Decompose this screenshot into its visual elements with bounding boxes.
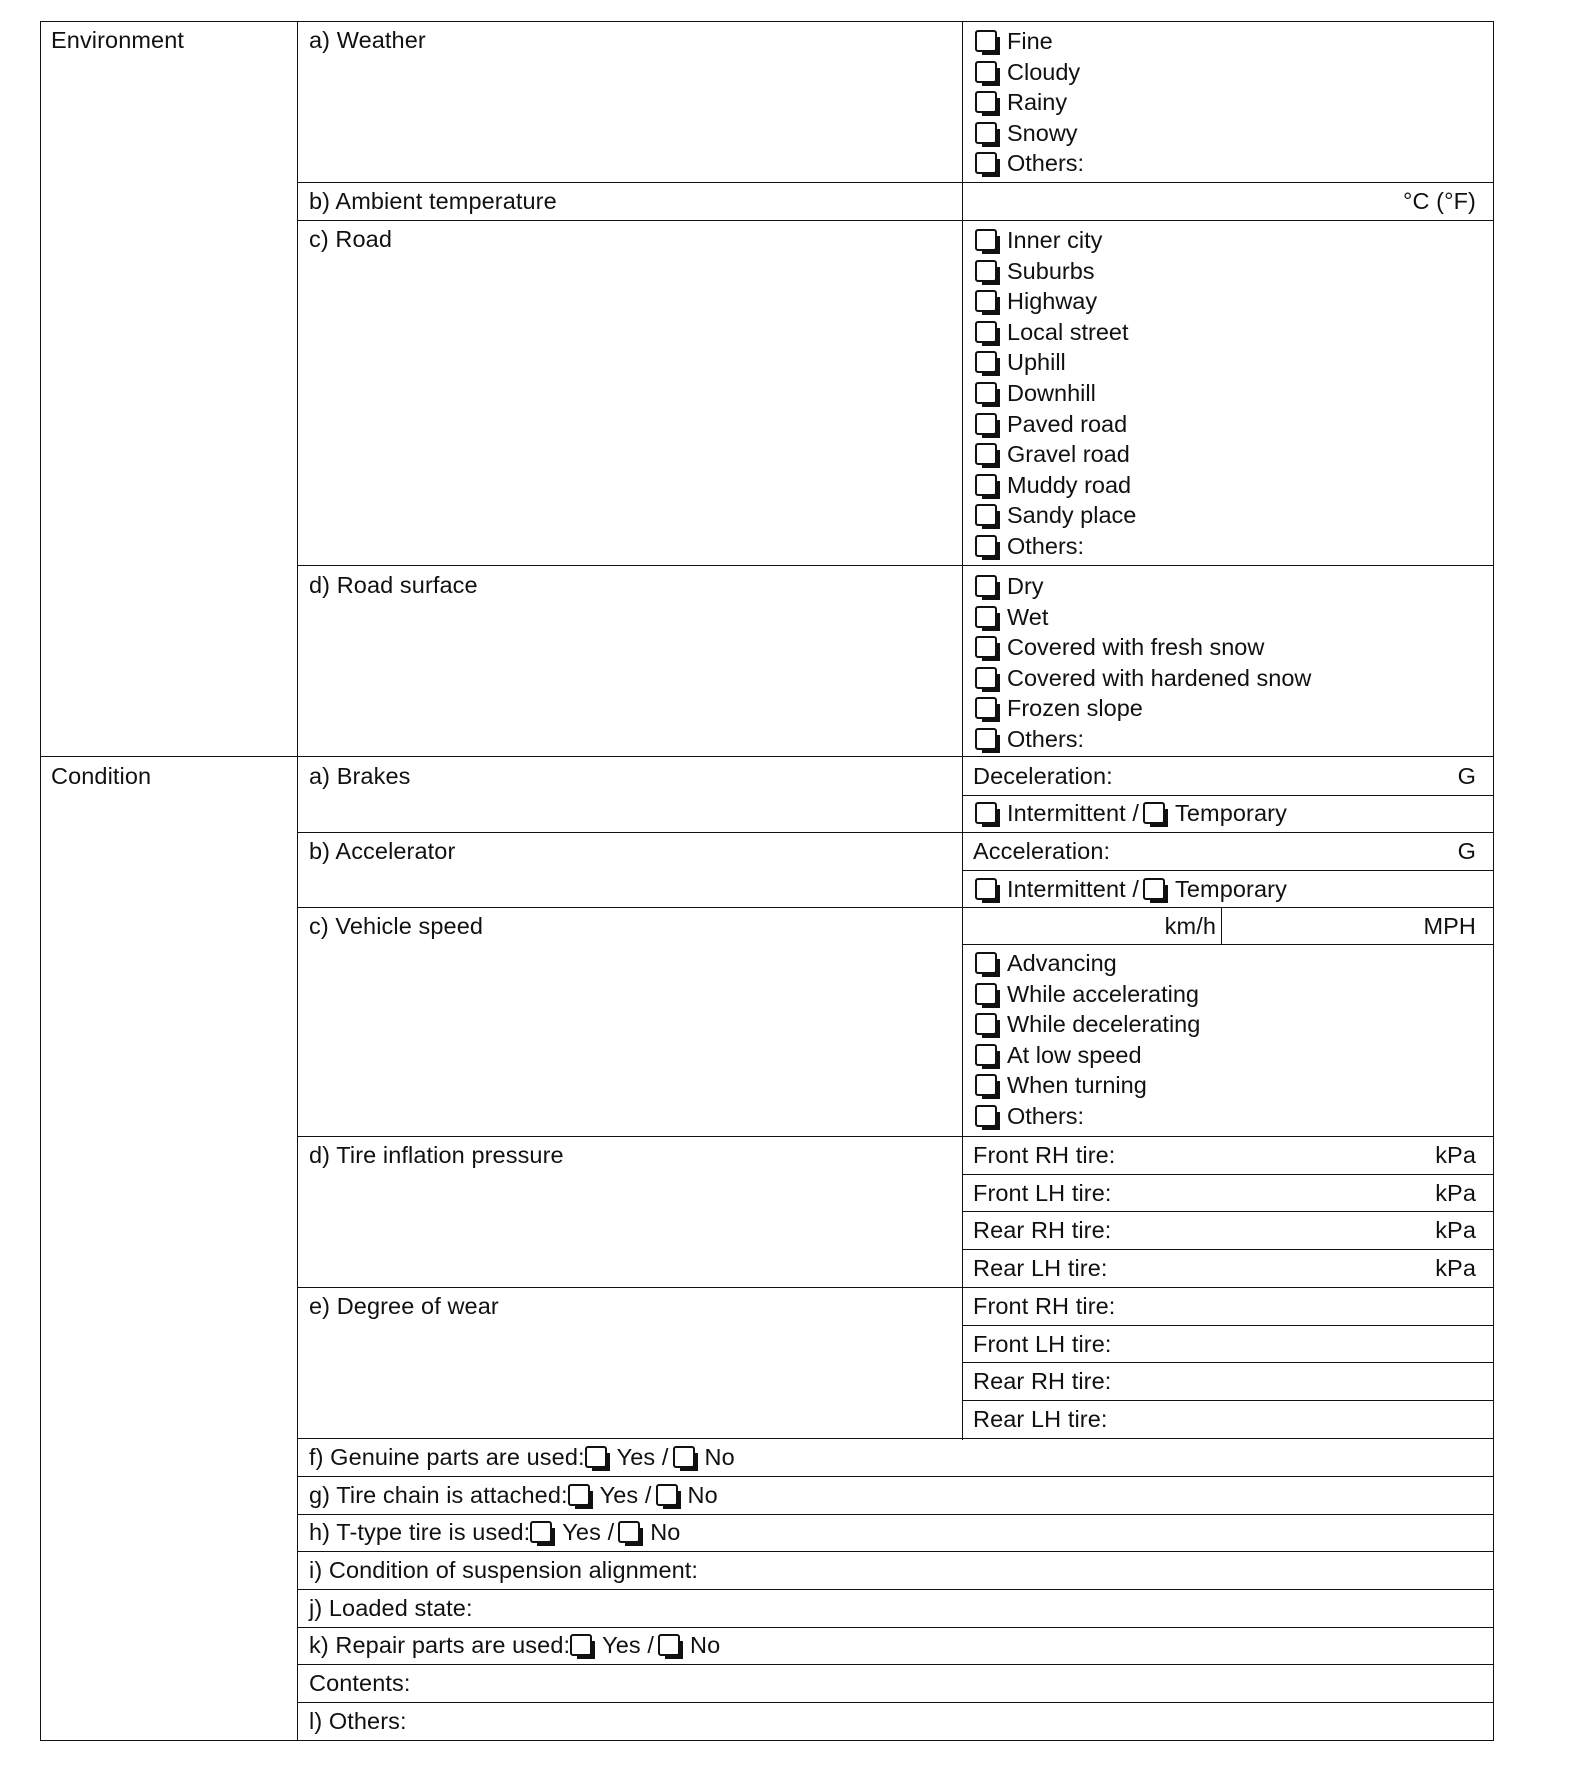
checkbox-icon[interactable] — [975, 728, 997, 750]
tire-pressure-label: d) Tire inflation pressure — [309, 1142, 564, 1168]
weather-option[interactable]: Others: — [975, 148, 1475, 179]
wear-rear-rh: Rear RH tire: — [973, 1368, 1112, 1394]
road-option[interactable]: Sandy place — [975, 500, 1475, 531]
road-option[interactable]: Inner city — [975, 225, 1475, 256]
checkbox-icon[interactable] — [975, 260, 997, 282]
speed-option[interactable]: When turning — [975, 1070, 1475, 1101]
row-divider — [297, 182, 1494, 184]
row-divider — [297, 832, 1494, 834]
checkbox-icon[interactable] — [1143, 802, 1165, 824]
checkbox-icon[interactable] — [975, 1074, 997, 1096]
road-surface-option[interactable]: Covered with hardened snow — [975, 663, 1475, 694]
speed-unit-mph: MPH — [1423, 913, 1476, 939]
row-divider — [297, 220, 1494, 222]
checkbox-icon[interactable] — [658, 1634, 680, 1656]
tire-pressure-unit: kPa — [1435, 1255, 1476, 1281]
checkbox-icon[interactable] — [568, 1484, 590, 1506]
cell-divider — [962, 944, 1494, 946]
row-divider — [297, 1589, 1494, 1591]
weather-option[interactable]: Fine — [975, 26, 1475, 57]
cell-divider — [962, 870, 1494, 872]
row-divider — [297, 565, 1494, 567]
road-option[interactable]: Uphill — [975, 347, 1475, 378]
cell-divider — [962, 795, 1494, 797]
column-divider-left — [297, 21, 299, 1741]
ambient-temperature-label: b) Ambient temperature — [309, 188, 557, 214]
checkbox-icon[interactable] — [673, 1446, 695, 1468]
cell-divider — [1221, 908, 1223, 944]
inspection-form — [40, 21, 1494, 1741]
genuine-parts-row: f) Genuine parts are used: Yes / No — [309, 1444, 735, 1470]
row-divider — [297, 1476, 1494, 1478]
t-type-tire-row: h) T-type tire is used: Yes / No — [309, 1519, 681, 1545]
checkbox-icon[interactable] — [975, 229, 997, 251]
cell-divider — [962, 1174, 1494, 1176]
accelerator-frequency: Intermittent / Temporary — [975, 874, 1287, 905]
checkbox-icon[interactable] — [975, 443, 997, 465]
road-option[interactable]: Suburbs — [975, 256, 1475, 287]
tire-pressure-front-rh: Front RH tire: — [973, 1142, 1116, 1168]
checkbox-icon[interactable] — [585, 1446, 607, 1468]
road-option[interactable]: Gravel road — [975, 439, 1475, 470]
weather-options — [975, 26, 1475, 179]
checkbox-icon[interactable] — [618, 1521, 640, 1543]
checkbox-icon[interactable] — [1143, 878, 1165, 900]
row-divider — [297, 1514, 1494, 1516]
checkbox-icon[interactable] — [975, 382, 997, 404]
acceleration-unit: G — [1457, 838, 1476, 864]
checkbox-icon[interactable] — [975, 474, 997, 496]
others-label: l) Others: — [309, 1708, 407, 1734]
checkbox-icon[interactable] — [975, 952, 997, 974]
checkbox-icon[interactable] — [975, 122, 997, 144]
speed-option[interactable]: Others: — [975, 1101, 1475, 1132]
road-option[interactable]: Downhill — [975, 378, 1475, 409]
road-options — [975, 225, 1475, 562]
checkbox-icon[interactable] — [975, 983, 997, 1005]
ambient-temperature-unit: °C (°F) — [1402, 188, 1476, 214]
tire-pressure-unit: kPa — [1435, 1142, 1476, 1168]
road-surface-options — [975, 571, 1475, 755]
checkbox-icon[interactable] — [975, 636, 997, 658]
contents-label: Contents: — [309, 1670, 411, 1696]
section-divider — [40, 756, 1494, 758]
road-option[interactable]: Muddy road — [975, 470, 1475, 501]
checkbox-icon[interactable] — [975, 535, 997, 557]
repair-parts-row: k) Repair parts are used: Yes / No — [309, 1632, 721, 1658]
weather-option[interactable]: Rainy — [975, 87, 1475, 118]
checkbox-icon[interactable] — [975, 413, 997, 435]
checkbox-icon[interactable] — [656, 1484, 678, 1506]
road-surface-option[interactable]: Dry — [975, 571, 1475, 602]
road-label: c) Road — [309, 226, 392, 252]
checkbox-icon[interactable] — [975, 91, 997, 113]
vehicle-speed-options — [975, 948, 1475, 1132]
row-divider — [297, 1438, 1494, 1440]
brakes-label: a) Brakes — [309, 763, 411, 789]
checkbox-icon[interactable] — [975, 152, 997, 174]
row-divider — [297, 1136, 1494, 1138]
condition-label: Condition — [51, 763, 152, 789]
deceleration-unit: G — [1457, 763, 1476, 789]
checkbox-icon[interactable] — [975, 290, 997, 312]
cell-divider — [962, 1400, 1494, 1402]
checkbox-icon[interactable] — [975, 1105, 997, 1127]
acceleration-label: Acceleration: — [973, 838, 1111, 864]
checkbox-icon[interactable] — [975, 504, 997, 526]
checkbox-icon[interactable] — [975, 1044, 997, 1066]
row-divider — [297, 1551, 1494, 1553]
brakes-frequency: Intermittent / Temporary — [975, 798, 1287, 829]
tire-pressure-unit: kPa — [1435, 1217, 1476, 1243]
cell-divider — [962, 1362, 1494, 1364]
speed-option[interactable]: Advancing — [975, 948, 1475, 979]
speed-unit-kmh: km/h — [1164, 913, 1216, 939]
road-surface-label: d) Road surface — [309, 572, 478, 598]
environment-label: Environment — [51, 27, 185, 53]
checkbox-icon[interactable] — [530, 1521, 552, 1543]
cell-divider — [962, 1249, 1494, 1251]
row-divider — [297, 1627, 1494, 1629]
checkbox-icon[interactable] — [975, 667, 997, 689]
tire-pressure-rear-rh: Rear RH tire: — [973, 1217, 1112, 1243]
checkbox-icon[interactable] — [975, 697, 997, 719]
deceleration-label: Deceleration: — [973, 763, 1113, 789]
checkbox-icon[interactable] — [975, 575, 997, 597]
road-option[interactable]: Highway — [975, 286, 1475, 317]
tire-chain-row: g) Tire chain is attached: Yes / No — [309, 1482, 718, 1508]
speed-option[interactable]: At low speed — [975, 1040, 1475, 1071]
speed-option[interactable]: While decelerating — [975, 1009, 1475, 1040]
row-divider — [297, 1287, 1494, 1289]
tire-pressure-front-lh: Front LH tire: — [973, 1180, 1112, 1206]
cell-divider — [962, 1325, 1494, 1327]
checkbox-icon[interactable] — [975, 606, 997, 628]
checkbox-icon[interactable] — [975, 321, 997, 343]
weather-label: a) Weather — [309, 27, 426, 53]
road-option[interactable]: Paved road — [975, 409, 1475, 440]
wear-rear-lh: Rear LH tire: — [973, 1406, 1108, 1432]
road-option[interactable]: Others: — [975, 531, 1475, 562]
checkbox-icon[interactable] — [570, 1634, 592, 1656]
wear-front-lh: Front LH tire: — [973, 1331, 1112, 1357]
checkbox-icon[interactable] — [975, 351, 997, 373]
weather-option[interactable]: Cloudy — [975, 57, 1475, 88]
checkbox-icon[interactable] — [975, 30, 997, 52]
row-divider — [297, 907, 1494, 909]
wear-front-rh: Front RH tire: — [973, 1293, 1116, 1319]
road-surface-option[interactable]: Wet — [975, 602, 1475, 633]
suspension-alignment-label: i) Condition of suspension alignment: — [309, 1557, 699, 1583]
row-divider — [297, 1664, 1494, 1666]
weather-option[interactable]: Snowy — [975, 118, 1475, 149]
road-option[interactable]: Local street — [975, 317, 1475, 348]
road-surface-option[interactable]: Covered with fresh snow — [975, 632, 1475, 663]
tire-pressure-unit: kPa — [1435, 1180, 1476, 1206]
road-surface-option[interactable]: Others: — [975, 724, 1475, 755]
checkbox-icon[interactable] — [975, 1013, 997, 1035]
degree-of-wear-label: e) Degree of wear — [309, 1293, 499, 1319]
loaded-state-label: j) Loaded state: — [309, 1595, 473, 1621]
accelerator-label: b) Accelerator — [309, 838, 456, 864]
road-surface-option[interactable]: Frozen slope — [975, 693, 1475, 724]
cell-divider — [962, 1211, 1494, 1213]
tire-pressure-rear-lh: Rear LH tire: — [973, 1255, 1108, 1281]
speed-option[interactable]: While accelerating — [975, 979, 1475, 1010]
column-divider-values — [962, 21, 964, 1440]
checkbox-icon[interactable] — [975, 802, 997, 824]
checkbox-icon[interactable] — [975, 61, 997, 83]
vehicle-speed-label: c) Vehicle speed — [309, 913, 484, 939]
checkbox-icon[interactable] — [975, 878, 997, 900]
row-divider — [297, 1702, 1494, 1704]
